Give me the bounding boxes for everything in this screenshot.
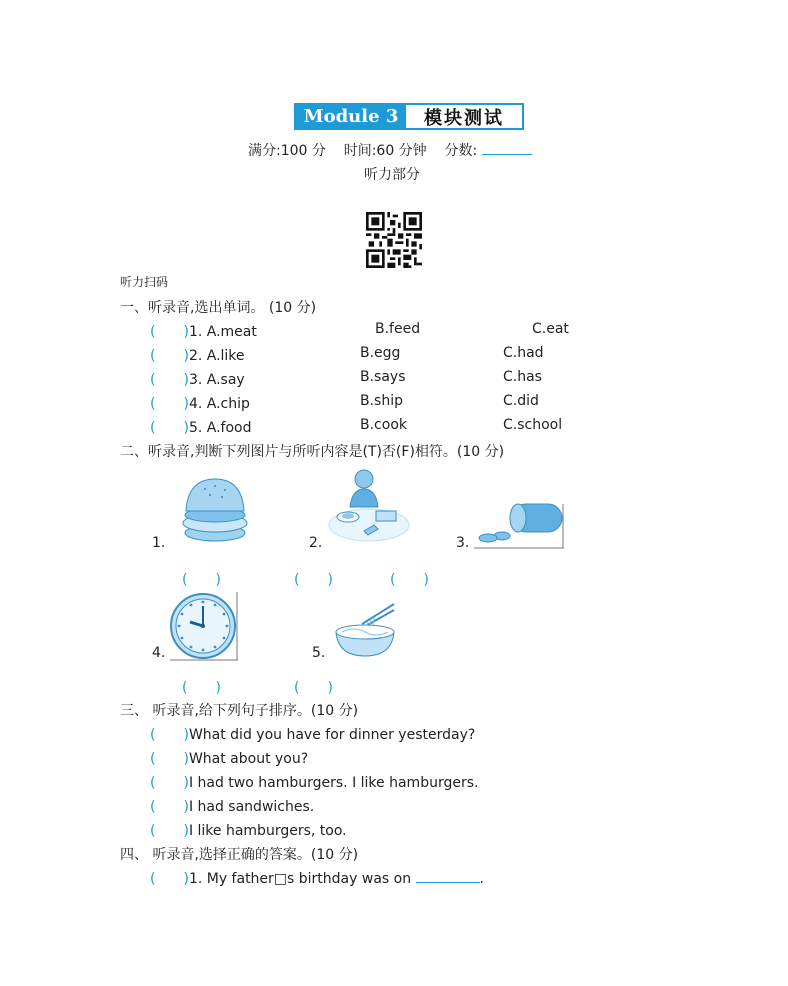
answer-bracket[interactable]: ( ): [294, 680, 333, 696]
picture-label: 4.: [152, 645, 166, 661]
time-limit: 时间:60 分钟: [343, 143, 427, 159]
module-number: Module 3: [296, 105, 406, 128]
noodle-bowl-icon: [334, 602, 396, 660]
part1-heading: 一、听录音,选出单词。 (10 分): [120, 300, 317, 316]
option-c: C.did: [503, 393, 539, 409]
hamburger-icon: [180, 475, 250, 545]
option-c: C.has: [503, 369, 542, 385]
answer-bracket[interactable]: ( ): [294, 572, 333, 588]
option-b: B.feed: [375, 321, 421, 337]
list-item: ( )4. A.chip: [150, 396, 250, 412]
picture-label: 2.: [309, 535, 323, 551]
option-c: C.eat: [532, 321, 569, 337]
list-item: ( )What did you have for dinner yesterday?: [150, 727, 476, 743]
section-name: 听力部分: [364, 167, 420, 183]
clock-icon: [168, 592, 238, 662]
answer-bracket[interactable]: ( ): [150, 348, 189, 364]
option-c: C.had: [503, 345, 544, 361]
answer-bracket[interactable]: ( ): [150, 775, 189, 791]
answer-bracket[interactable]: ( ): [150, 799, 189, 815]
score-info: [248, 140, 532, 160]
part4-heading: 四、 听录音,选择正确的答案。(10 分): [120, 847, 359, 863]
picture-label: 3.: [456, 535, 470, 551]
list-item: ( )5. A.food: [150, 420, 252, 436]
answer-bracket[interactable]: ( ): [182, 680, 221, 696]
scan-label: 听力扫码: [120, 275, 169, 289]
list-item: ( )What about you?: [150, 751, 309, 767]
picture-label: 5.: [312, 645, 326, 661]
option-b: B.ship: [360, 393, 403, 409]
picture-label: 1.: [152, 535, 166, 551]
answer-bracket[interactable]: ( ): [390, 572, 429, 588]
answer-bracket[interactable]: ( ): [150, 727, 189, 743]
answer-bracket[interactable]: ( ): [150, 372, 189, 388]
module-title: 模块测试: [424, 107, 504, 129]
sausage-icon: [474, 500, 564, 550]
list-item: ( )1. My father□s birthday was on .: [150, 871, 484, 887]
list-item: ( )I had sandwiches.: [150, 799, 315, 815]
answer-bracket[interactable]: ( ): [150, 823, 189, 839]
score-blank[interactable]: [482, 154, 532, 155]
list-item: ( )I like hamburgers, too.: [150, 823, 347, 839]
answer-bracket[interactable]: ( ): [150, 396, 189, 412]
option-b: B.egg: [360, 345, 401, 361]
option-b: B.says: [360, 369, 406, 385]
list-item: ( )2. A.like: [150, 348, 245, 364]
list-item: ( )I had two hamburgers. I like hamburgers.: [150, 775, 479, 791]
option-b: B.cook: [360, 417, 407, 433]
module-title-banner: [294, 103, 524, 130]
qr-code-icon[interactable]: [366, 212, 422, 268]
answer-bracket[interactable]: ( ): [150, 324, 189, 340]
answer-bracket[interactable]: ( ): [182, 572, 221, 588]
part3-heading: 三、 听录音,给下列句子排序。(10 分): [120, 703, 359, 719]
answer-blank[interactable]: [416, 882, 480, 883]
list-item: ( )1. A.meat: [150, 324, 257, 340]
answer-bracket[interactable]: ( ): [150, 751, 189, 767]
option-c: C.school: [503, 417, 563, 433]
answer-bracket[interactable]: ( ): [150, 871, 189, 887]
answer-bracket[interactable]: ( ): [150, 420, 189, 436]
list-item: ( )3. A.say: [150, 372, 245, 388]
breakfast-table-icon: [328, 465, 410, 545]
score-label: 分数:: [444, 143, 478, 159]
part2-heading: 二、听录音,判断下列图片与所听内容是(T)否(F)相符。(10 分): [120, 444, 505, 460]
full-score: 满分:100 分: [248, 143, 326, 159]
